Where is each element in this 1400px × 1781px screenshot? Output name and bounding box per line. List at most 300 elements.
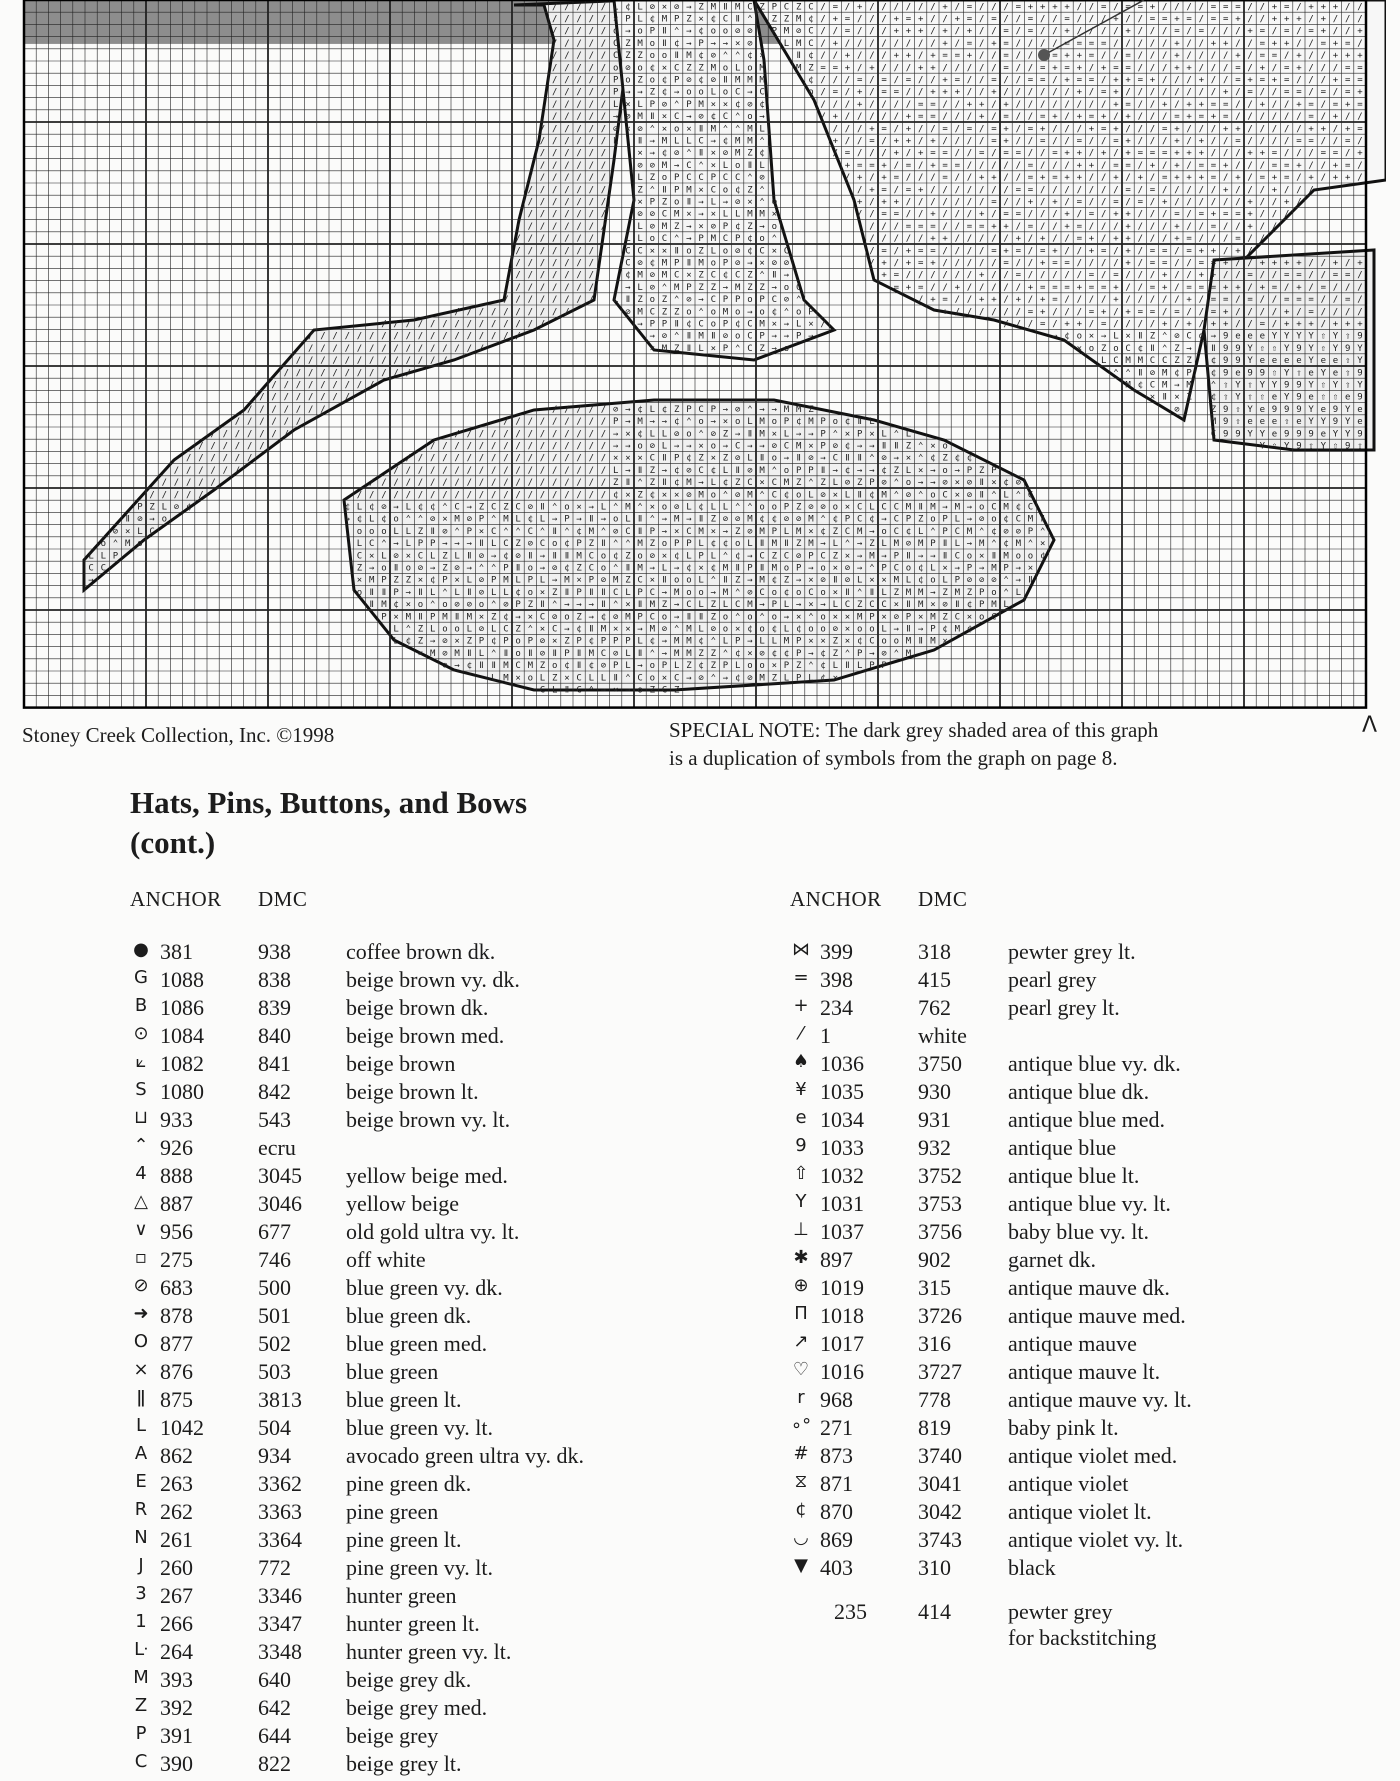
stitch-symbol: /	[1235, 38, 1241, 49]
stitch-symbol: L	[625, 234, 631, 245]
stitch-symbol: ⌃	[869, 453, 875, 464]
stitch-symbol: Z	[661, 307, 668, 318]
stitch-symbol: →	[893, 624, 900, 635]
stitch-symbol: /	[832, 75, 839, 86]
stitch-symbol: P	[771, 2, 778, 13]
stitch-symbol: +	[881, 197, 887, 208]
stitch-symbol: ×	[930, 600, 936, 611]
stitch-symbol: o	[820, 587, 826, 598]
stitch-symbol: L	[637, 99, 643, 110]
stitch-symbol: ¢	[673, 465, 680, 476]
stitch-symbol: ǁ	[686, 197, 692, 208]
stitch-symbol: e	[1320, 356, 1327, 367]
stitch-symbol: Υ	[1308, 331, 1314, 342]
color-name: antique blue	[1008, 1135, 1117, 1160]
stitch-symbol: /	[1064, 136, 1070, 147]
stitch-symbol: /	[1186, 51, 1192, 62]
stitch-symbol: M	[661, 160, 668, 171]
stitch-symbol: +	[1344, 51, 1351, 62]
stitch-symbol: /	[1125, 270, 1131, 281]
stitch-symbol: Z	[759, 282, 765, 293]
stitch-symbol: /	[1149, 99, 1156, 110]
stitch-symbol: /	[576, 148, 582, 159]
stitch-symbol: /	[820, 112, 826, 123]
stitch-symbol: /	[1161, 234, 1168, 245]
stitch-symbol: C	[661, 234, 668, 245]
stitch-symbol: /	[503, 453, 509, 464]
stitch-symbol: M	[905, 636, 912, 647]
stitch-symbol: +	[1271, 14, 1278, 25]
stitch-symbol: /	[917, 2, 924, 13]
stitch-symbol: /	[1174, 197, 1180, 208]
stitch-symbol: →	[625, 417, 631, 428]
symbol-glyph: ♡	[792, 1359, 810, 1380]
stitch-symbol: ǁ	[124, 514, 131, 525]
stitch-symbol: /	[600, 2, 607, 13]
stitch-symbol: ¢	[503, 551, 509, 562]
stitch-symbol: /	[564, 282, 570, 293]
stitch-symbol: /	[1137, 26, 1144, 37]
stitch-symbol: /	[869, 173, 875, 184]
symbol-glyph: B	[134, 995, 148, 1016]
stitch-symbol: P	[625, 14, 631, 25]
stitch-symbol: =	[1174, 307, 1180, 318]
stitch-symbol: /	[1271, 112, 1278, 123]
stitch-symbol: L	[698, 343, 704, 354]
stitch-symbol: ¢	[905, 526, 912, 537]
stitch-symbol: /	[503, 295, 509, 306]
stitch-symbol: =	[832, 2, 839, 13]
stitch-symbol: Z	[539, 661, 546, 672]
color-name: yellow beige	[346, 1191, 460, 1216]
stitch-symbol: /	[966, 209, 973, 220]
stitch-symbol: ⊘	[698, 673, 704, 684]
stitch-symbol: ⌃	[661, 282, 668, 293]
stitch-symbol: ¢	[686, 319, 692, 330]
stitch-symbol: +	[869, 124, 875, 135]
stitch-symbol: /	[1052, 221, 1058, 232]
color-name: beige grey	[346, 1723, 439, 1748]
stitch-symbol: M	[734, 75, 741, 86]
dmc-number: 644	[258, 1723, 291, 1748]
stitch-symbol: ǁ	[954, 600, 961, 611]
stitch-symbol: /	[503, 307, 509, 318]
stitch-symbol: ǁ	[417, 587, 424, 598]
stitch-symbol: o	[942, 441, 948, 452]
stitch-symbol: /	[551, 99, 558, 110]
stitch-symbol: /	[1161, 87, 1168, 98]
stitch-symbol: /	[1357, 2, 1363, 13]
anchor-number: 1018	[820, 1303, 864, 1328]
stitch-symbol: ×	[576, 575, 582, 586]
stitch-symbol: ⊘	[673, 148, 680, 159]
stitch-symbol: ⌃	[759, 197, 765, 208]
stitch-symbol: C	[698, 319, 704, 330]
stitch-symbol: o	[661, 51, 668, 62]
stitch-symbol: ⌃	[734, 343, 741, 354]
stitch-symbol: +	[1064, 209, 1070, 220]
stitch-symbol: L	[393, 636, 399, 647]
stitch-symbol: o	[673, 575, 680, 586]
stitch-symbol: P	[930, 539, 936, 550]
stitch-symbol: ×	[527, 612, 534, 623]
stitch-symbol: /	[1149, 63, 1156, 74]
stitch-symbol: C	[844, 526, 851, 537]
stitch-symbol: ǁ	[759, 563, 765, 574]
color-name: hunter green	[346, 1583, 457, 1608]
stitch-symbol: ¢	[673, 38, 680, 49]
stitch-symbol: /	[210, 478, 216, 489]
stitch-symbol: =	[1222, 99, 1229, 110]
stitch-symbol: =	[1283, 63, 1290, 74]
stitch-symbol: ǁ	[905, 624, 912, 635]
stitch-symbol: C	[490, 502, 497, 513]
stitch-symbol: +	[1125, 307, 1131, 318]
stitch-symbol: /	[954, 148, 961, 159]
stitch-symbol: M	[966, 526, 973, 537]
stitch-symbol: C	[795, 282, 802, 293]
stitch-symbol: o	[564, 502, 570, 513]
dmc-number: 930	[918, 1079, 951, 1104]
stitch-symbol: M	[588, 648, 595, 659]
stitch-symbol: ǁ	[466, 648, 473, 659]
stitch-symbol: /	[1344, 307, 1351, 318]
stitch-symbol: ×	[356, 575, 363, 586]
stitch-symbol: /	[515, 441, 521, 452]
stitch-symbol: /	[1113, 246, 1119, 257]
stitch-symbol: L	[832, 661, 839, 672]
stitch-symbol: =	[954, 160, 961, 171]
stitch-symbol: →	[808, 331, 814, 342]
stitch-symbol: /	[454, 465, 460, 476]
anchor-number: 1019	[820, 1275, 864, 1300]
stitch-symbol: ¢	[649, 63, 656, 74]
stitch-symbol: /	[234, 453, 241, 464]
stitch-symbol: +	[1198, 148, 1205, 159]
stitch-symbol: /	[417, 356, 424, 367]
stitch-symbol: ⊘	[454, 563, 460, 574]
stitch-symbol: /	[1186, 221, 1192, 232]
stitch-symbol: ⌃	[564, 526, 570, 537]
stitch-symbol: ⌃	[698, 429, 704, 440]
stitch-symbol: /	[1076, 270, 1083, 281]
stitch-symbol: /	[234, 417, 241, 428]
stitch-symbol: →	[1052, 331, 1058, 342]
stitch-symbol: C	[722, 234, 729, 245]
stitch-symbol: o	[100, 539, 107, 550]
title-line-2: (cont.)	[130, 825, 216, 860]
stitch-symbol: /	[942, 99, 948, 110]
stitch-symbol: →	[917, 551, 924, 562]
stitch-symbol: Z	[771, 551, 778, 562]
stitch-symbol: L	[710, 197, 717, 208]
stitch-symbol: /	[332, 343, 338, 354]
color-name: antique mauve dk.	[1008, 1275, 1170, 1300]
stitch-symbol: P	[856, 429, 863, 440]
stitch-symbol: M	[978, 539, 985, 550]
stitch-symbol: =	[1088, 112, 1095, 123]
stitch-symbol: M	[673, 282, 680, 293]
stitch-symbol: ⌃	[759, 136, 765, 147]
stitch-symbol: /	[478, 453, 485, 464]
stitch-symbol: /	[576, 160, 582, 171]
stitch-symbol: /	[1344, 258, 1351, 269]
stitch-symbol: C	[1125, 343, 1131, 354]
stitch-symbol: /	[1161, 38, 1168, 49]
stitch-symbol: /	[588, 270, 595, 281]
stitch-symbol: +	[1174, 136, 1180, 147]
stitch-symbol: C	[783, 246, 790, 257]
stitch-symbol: P	[661, 661, 668, 672]
stitch-symbol: /	[832, 148, 839, 159]
stitch-symbol: /	[1137, 112, 1144, 123]
stitch-symbol: o	[759, 624, 765, 635]
color-name: pine green vy. lt.	[346, 1555, 494, 1580]
stitch-symbol: M	[747, 514, 753, 525]
stitch-symbol: +	[1210, 246, 1217, 257]
stitch-symbol: /	[344, 392, 351, 403]
stitch-symbol: M	[710, 63, 717, 74]
symbol-glyph: ∘°	[790, 1415, 812, 1436]
stitch-symbol: L	[625, 587, 631, 598]
stitch-symbol: ¢	[820, 661, 826, 672]
stitch-symbol: /	[966, 307, 973, 318]
stitch-symbol: ⊘	[686, 295, 692, 306]
stitch-symbol: /	[1308, 63, 1314, 74]
stitch-symbol: /	[917, 197, 924, 208]
stitch-symbol: /	[551, 441, 558, 452]
stitch-symbol: ⌃	[405, 624, 412, 635]
stitch-symbol: C	[722, 112, 729, 123]
stitch-symbol: +	[832, 136, 839, 147]
stitch-symbol: /	[295, 380, 302, 391]
stitch-symbol: /	[1283, 51, 1290, 62]
stitch-symbol: ¢	[991, 526, 997, 537]
stitch-symbol: L	[356, 502, 363, 513]
stitch-symbol: C	[612, 587, 619, 598]
stitch-symbol: /	[991, 234, 997, 245]
stitch-symbol: C	[759, 551, 765, 562]
stitch-symbol: Z	[978, 465, 985, 476]
stitch-symbol: M	[637, 307, 643, 318]
stitch-symbol: M	[759, 417, 765, 428]
stitch-symbol: /	[551, 26, 558, 37]
stitch-symbol: /	[478, 490, 485, 501]
stitch-symbol: →	[661, 417, 668, 428]
stitch-symbol: /	[978, 197, 985, 208]
stitch-symbol: =	[917, 221, 924, 232]
stitch-symbol: o	[698, 417, 704, 428]
stitch-symbol: ⊘	[686, 465, 692, 476]
stitch-symbol: o	[893, 636, 900, 647]
stitch-symbol: /	[600, 404, 607, 415]
stitch-symbol: /	[881, 136, 887, 147]
stitch-symbol: +	[1186, 319, 1192, 330]
stitch-symbol: =	[966, 14, 973, 25]
stitch-symbol: M	[1210, 417, 1217, 428]
stitch-symbol: P	[771, 26, 778, 37]
stitch-symbol: ⊘	[734, 514, 741, 525]
color-name: garnet dk.	[1008, 1247, 1096, 1272]
stitch-symbol: ǁ	[588, 624, 595, 635]
stitch-symbol: M	[600, 624, 607, 635]
stitch-symbol: P	[673, 258, 680, 269]
stitch-symbol: /	[869, 246, 875, 257]
stitch-symbol: /	[881, 221, 887, 232]
stitch-symbol: /	[1149, 112, 1156, 123]
stitch-symbol: /	[515, 331, 521, 342]
stitch-symbol: /	[600, 124, 607, 135]
stitch-symbol: ×	[478, 612, 485, 623]
stitch-symbol: =	[869, 160, 875, 171]
stitch-symbol: ǁ	[393, 563, 399, 574]
stitch-symbol: Z	[551, 673, 558, 684]
stitch-symbol: →	[856, 465, 863, 476]
stitch-symbol: /	[405, 331, 412, 342]
stitch-symbol: /	[978, 75, 985, 86]
stitch-symbol: /	[978, 51, 985, 62]
symbol-glyph: ✱	[793, 1247, 809, 1268]
stitch-symbol: /	[917, 124, 924, 135]
stitch-symbol: /	[515, 465, 521, 476]
stitch-symbol: o	[759, 502, 765, 513]
anchor-number: 897	[820, 1247, 853, 1272]
stitch-symbol: +	[905, 112, 912, 123]
stitch-symbol: →	[588, 612, 595, 623]
stitch-symbol: =	[1210, 173, 1217, 184]
stitch-symbol: ⊘	[881, 648, 887, 659]
stitch-symbol: /	[1064, 270, 1070, 281]
stitch-symbol: o	[734, 539, 741, 550]
stitch-symbol: /	[1271, 124, 1278, 135]
stitch-symbol: ⌃	[649, 648, 656, 659]
stitch-symbol: /	[1015, 38, 1022, 49]
stitch-symbol: C	[576, 673, 582, 684]
stitch-symbol: /	[832, 124, 839, 135]
dmc-number: 3756	[918, 1219, 962, 1244]
stitch-symbol: /	[564, 112, 570, 123]
stitch-symbol: /	[1100, 197, 1107, 208]
stitch-symbol: →	[759, 221, 765, 232]
stitch-symbol: Z	[417, 636, 424, 647]
dmc-number: 642	[258, 1695, 291, 1720]
stitch-symbol: /	[1076, 295, 1083, 306]
stitch-symbol: /	[1247, 234, 1253, 245]
stitch-symbol: ×	[771, 429, 778, 440]
stitch-symbol: +	[1259, 282, 1266, 293]
stitch-symbol: +	[1052, 2, 1058, 13]
stitch-symbol: +	[1076, 173, 1083, 184]
dmc-number: 677	[258, 1219, 291, 1244]
stitch-symbol: M	[698, 99, 704, 110]
stitch-symbol: ⌃	[673, 26, 680, 37]
stitch-symbol: +	[1003, 124, 1009, 135]
stitch-symbol: ⌃	[686, 417, 692, 428]
stitch-symbol: ¢	[673, 551, 680, 562]
stitch-symbol: →	[637, 661, 643, 672]
stitch-symbol: /	[600, 478, 607, 489]
stitch-symbol: /	[527, 417, 534, 428]
stitch-symbol: o	[820, 612, 826, 623]
stitch-symbol: ⊘	[686, 490, 692, 501]
stitch-symbol: ǁ	[417, 612, 424, 623]
stitch-symbol: =	[1149, 258, 1156, 269]
stitch-symbol: o	[637, 63, 643, 74]
stitch-symbol: Z	[356, 563, 363, 574]
stitch-symbol: M	[759, 319, 765, 330]
stitch-symbol: ⌃	[1161, 343, 1168, 354]
symbol-glyph: Y	[795, 1191, 807, 1212]
stitch-symbol: =	[1296, 270, 1302, 281]
stitch-symbol: +	[1344, 319, 1351, 330]
stitch-symbol: M	[637, 563, 643, 574]
stitch-symbol: /	[515, 234, 521, 245]
stitch-symbol: P	[844, 514, 851, 525]
stitch-symbol: +	[1320, 124, 1327, 135]
stitch-symbol: ⌃	[759, 490, 765, 501]
stitch-symbol: /	[1088, 221, 1095, 232]
stitch-symbol: Z	[856, 478, 863, 489]
stitch-symbol: /	[564, 453, 570, 464]
stitch-symbol: /	[1015, 124, 1022, 135]
stitch-symbol: →	[698, 209, 704, 220]
stitch-symbol: ¢	[869, 490, 875, 501]
stitch-symbol: /	[588, 173, 595, 184]
symbol-glyph: ●	[133, 939, 149, 960]
stitch-symbol: M	[1003, 551, 1009, 562]
stitch-symbol: /	[893, 2, 900, 13]
stitch-symbol: =	[917, 112, 924, 123]
stitch-symbol: =	[1003, 258, 1009, 269]
stitch-symbol: +	[1015, 234, 1022, 245]
stitch-symbol: ×	[673, 526, 680, 537]
stitch-symbol: o	[905, 563, 912, 574]
stitch-symbol: +	[1027, 282, 1034, 293]
symbol-glyph: A	[134, 1443, 148, 1464]
stitch-symbol: /	[600, 465, 607, 476]
stitch-symbol: /	[905, 209, 912, 220]
stitch-symbol: ¢	[661, 75, 668, 86]
stitch-symbol: /	[942, 197, 948, 208]
stitch-symbol: /	[564, 136, 570, 147]
stitch-symbol: ×	[698, 14, 704, 25]
stitch-symbol: o	[686, 87, 692, 98]
stitch-symbol: /	[1161, 307, 1168, 318]
dmc-number: 3045	[258, 1163, 302, 1188]
stitch-symbol: +	[1076, 160, 1083, 171]
stitch-symbol: =	[869, 136, 875, 147]
stitch-symbol: L	[710, 502, 717, 513]
stitch-symbol: C	[722, 14, 729, 25]
stitch-symbol: /	[1259, 234, 1266, 245]
stitch-symbol: ǁ	[466, 551, 473, 562]
stitch-symbol: /	[539, 246, 546, 257]
stitch-symbol: C	[783, 2, 790, 13]
stitch-symbol: P	[808, 465, 814, 476]
stitch-symbol: ⊘	[747, 26, 753, 37]
stitch-symbol: ×	[808, 526, 814, 537]
stitch-symbol: ×	[625, 124, 631, 135]
stitch-symbol: /	[576, 75, 582, 86]
stitch-symbol: /	[1149, 87, 1156, 98]
stitch-symbol: →	[661, 465, 668, 476]
stitch-symbol: o	[661, 173, 668, 184]
stitch-symbol: L	[637, 221, 643, 232]
stitch-symbol: +	[1027, 197, 1034, 208]
stitch-symbol: /	[978, 185, 985, 196]
stitch-symbol: =	[1296, 136, 1302, 147]
stitch-symbol: L	[917, 526, 924, 537]
